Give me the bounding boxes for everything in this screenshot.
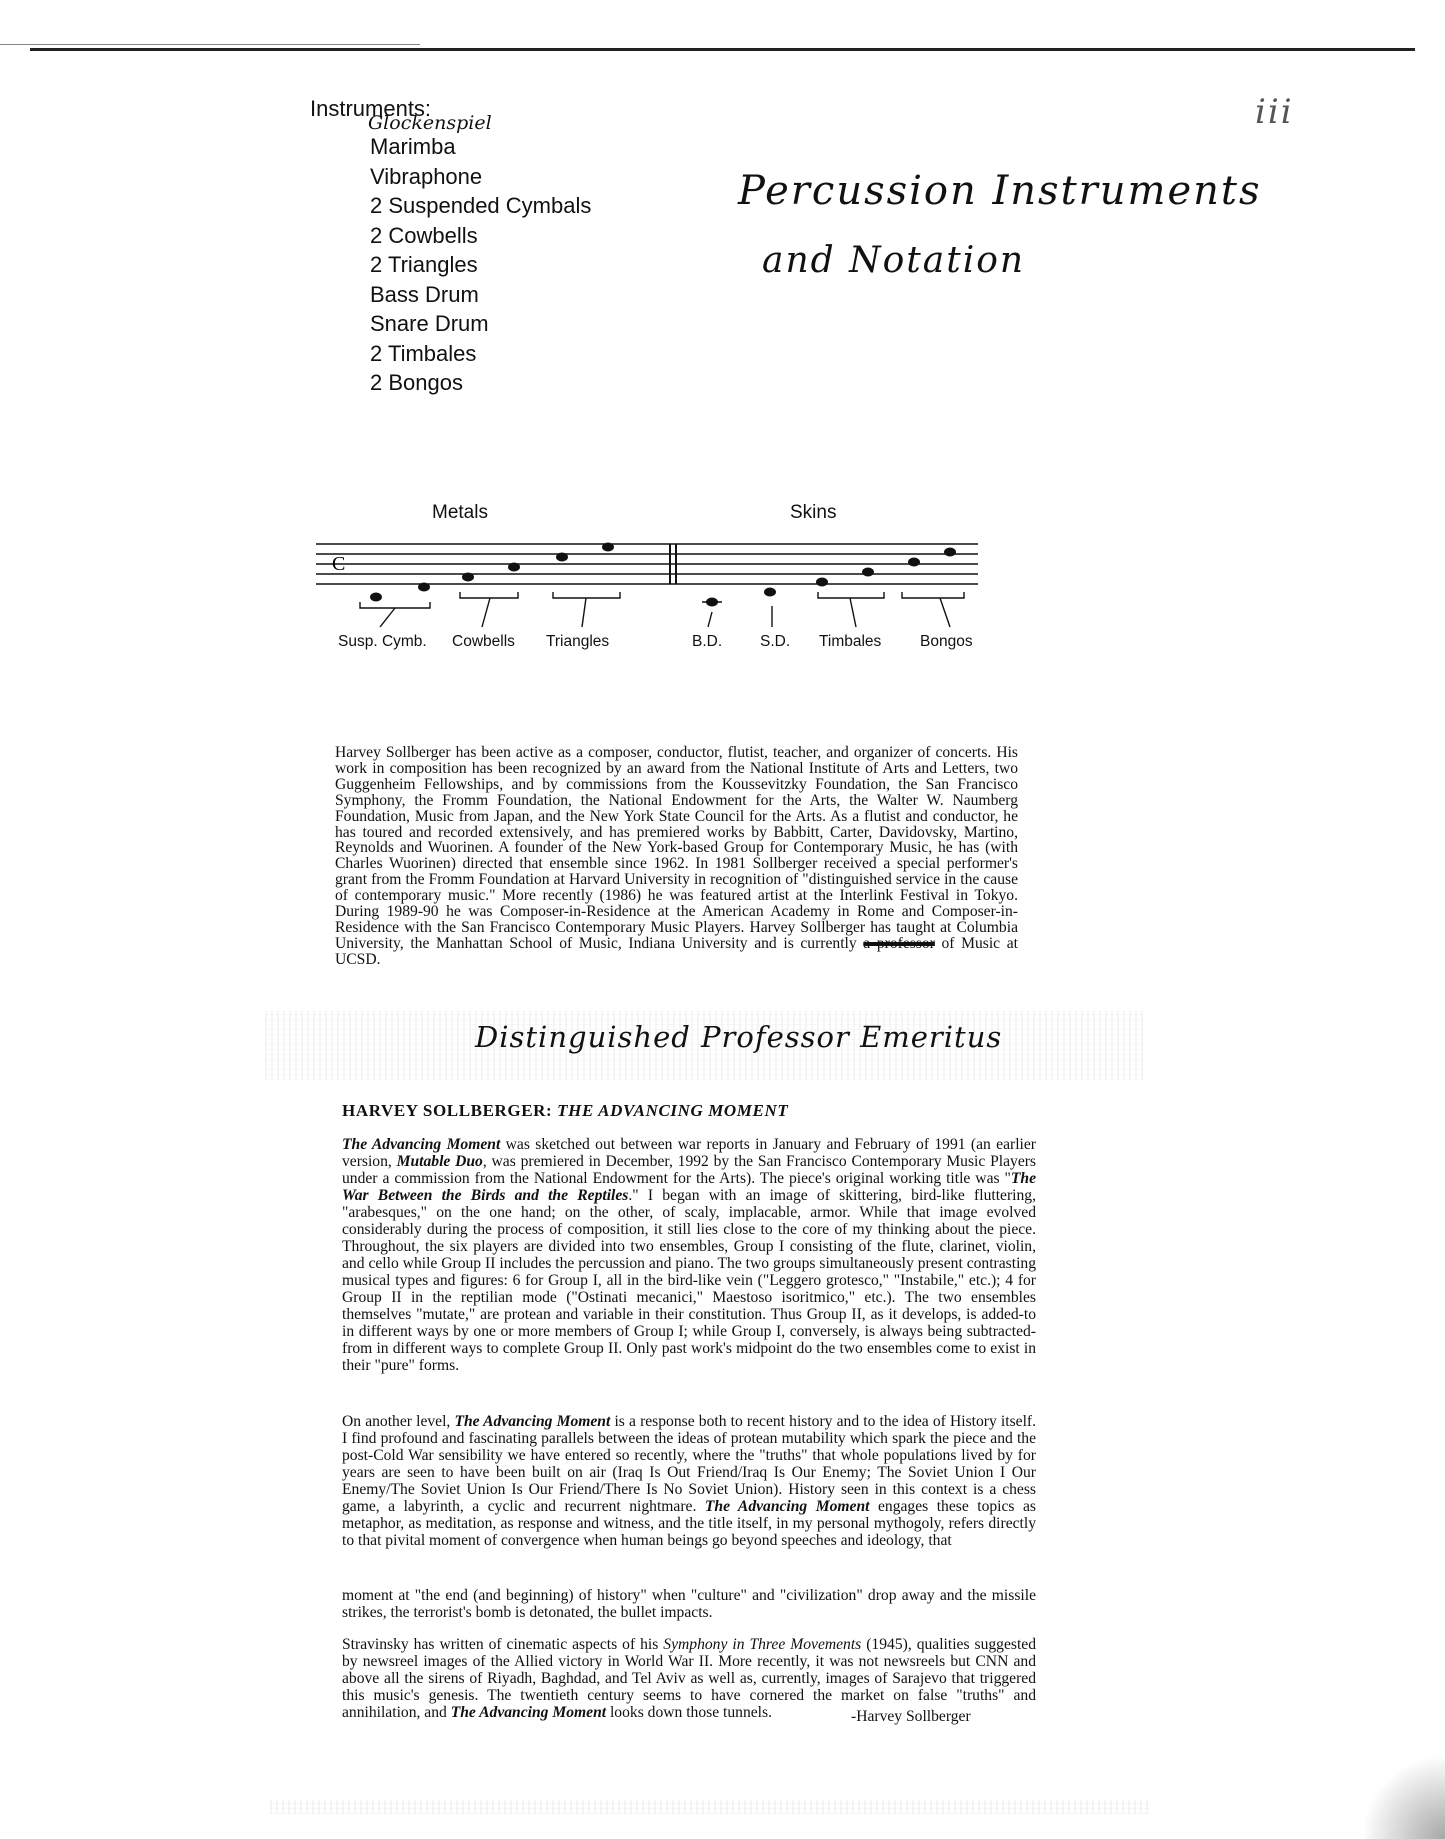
work-title: The Advancing Moment [454, 1413, 611, 1430]
instrument-item: 2 Timbales [370, 340, 477, 366]
note-head [862, 568, 874, 577]
handwritten-title-line-1: Percussion Instruments [738, 168, 1262, 214]
instrument-item: Bass Drum [370, 281, 479, 307]
note-label-cowbells: Cowbells [452, 633, 515, 650]
instrument-item: 2 Suspended Cymbals [370, 193, 592, 218]
note-label-susp-cymb: Susp. Cymb. [338, 633, 427, 650]
note-head [370, 593, 382, 602]
note-head [908, 558, 920, 567]
paragraph-text: ." I began with an image of skittering, bird-like fluttering, "arabesques," on the one hand; on the other, of scaly, implacable, armor. While that image evolved considerably during the process of composition, it still lies close to the core of my thinking about the piece. Throughout, the six players are divided into two ensembles, Group I consisting of the flute, clarinet, violin, and cello while Group II includes the percussion and piano. The two groups simultaneously present contrasting musical types and figures: 6 for Group I, all in the bird-like vein ("Leggero grotesco," "Instabile," etc.); 4 for Group II in the reptilian mode ("Ostinati mecanici," Maestoso isoritmico," etc.). The two ensembles themselves "mutate," are protean and variable in their constitution. Thus Group II, as it develops, is added-to in different ways by one or more members of Group I; while Group I, conversely, is always being subtracted-from in different ways to complete Group II. Only past work's midpoint do the two ensembles come to exist in their "pure" forms. [342, 1187, 1036, 1374]
work-title: The Advancing Moment [342, 1136, 501, 1153]
essay-paragraph-1 [342, 1136, 1036, 1374]
instrument-item: Snare Drum [370, 311, 489, 336]
instrument-item: 2 Triangles [370, 252, 478, 277]
skins-label: Skins [790, 502, 837, 523]
bio-text: Harvey Sollberger has been active as a composer, conductor, flutist, teacher, and organizer of concerts. His work in composition has been recognized by an award from the National Institute of Arts and Letters, two Guggenheim Fellowships, and by commissions from the Koussevitzky Foundation, the San Francisco Symphony, the Fromm Foundation, the National Endowment for the Arts, the Walter W. Naumberg Foundation, Music from Japan, and the New York State Council for the Arts. As a flutist and conductor, he has toured and recorded extensively, and has premiered works by Babbitt, Carter, Davidovsky, Martino, Reynolds and Wuorinen. A founder of the New York-based Group for Contemporary Music, he has (with Charles Wuorinen) directed that ensemble since 1962. In 1981 Sollberger received a special performer's grant from the Fromm Foundation at Harvard University in recognition of "distinguished service in the cause of contemporary music." More recently (1986) he was featured artist at the Interlink Festival in Tokyo. During 1989-90 he was Composer-in-Residence at the American Academy in Rome and Composer-in-Residence with the San Francisco Contemporary Music Players. Harvey Sollberger has taught at Columbia University, the Manhattan School of Music, Indiana University and is currently [335, 744, 1018, 952]
paragraph-text: (1945), qualities suggested by newsreel images of the Allied victory in World War II. More recently, it was not newsreels but CNN and above all the sirens of Riyadh, Baghdad, and Tel Aviv as well as, currently, images of Sarajevo that triggered this music's genesis. The twentieth century seems to have cornered the market on false "truths" and annihilation, and [342, 1636, 1036, 1721]
paragraph-text: , was premiered in December, 1992 by the San Francisco Contemporary Music Players under a commission from the National Endowment for the Arts). The piece's original working title was " [342, 1153, 1037, 1187]
work-title: Symphony in Three Movements [663, 1636, 862, 1653]
composer-biography [335, 745, 1018, 968]
instrument-item: Vibraphone [370, 163, 483, 189]
instrument-item: 2 Cowbells [370, 222, 478, 248]
note-label-bongos: Bongos [920, 633, 973, 650]
essay-paragraph-3: moment at "the end (and beginning) of history" when "culture" and "civilization" drop away and the missile strikes, the terrorist's bomb is detonated, the bullet impacts. [342, 1587, 1036, 1621]
note-head [462, 573, 474, 582]
work-title: Mutable Duo [396, 1153, 483, 1170]
note-head [508, 563, 520, 572]
signature: -Harvey Sollberger [851, 1708, 971, 1725]
note-head [602, 543, 614, 552]
page-number: iii [1255, 92, 1294, 132]
metals-label: Metals [432, 502, 488, 523]
handwritten-title-line-2: and Notation [762, 240, 1026, 281]
essay-heading [342, 1101, 788, 1121]
paragraph-text: Stravinsky has written of cinematic aspects of his [342, 1636, 664, 1653]
instrument-list [370, 132, 591, 398]
essay-paragraph-2 [342, 1413, 1036, 1549]
note-head [556, 553, 568, 562]
bio-text-end: of Music at UCSD. [335, 934, 1018, 968]
work-title: The War Between the Birds and the Reptiles [342, 1170, 1036, 1204]
instrument-item: Marimba [370, 134, 456, 159]
paragraph-text: On another level, [342, 1413, 455, 1430]
scan-corner-shadow [1365, 1750, 1445, 1839]
staff-lines [316, 544, 978, 584]
note-head [816, 578, 828, 587]
instrument-item: 2 Bongos [370, 370, 463, 395]
scan-top-border [30, 48, 1415, 51]
heading-composer: HARVEY SOLLBERGER: [342, 1101, 553, 1120]
paragraph-text: looks down those tunnels. [606, 1704, 772, 1721]
handwritten-correction: Distinguished Professor Emeritus [475, 1020, 1003, 1054]
time-signature: C [332, 553, 346, 575]
work-title: The Advancing Moment [704, 1498, 870, 1515]
paragraph-text: was sketched out between war reports in January and February of 1991 (an earlier version, [342, 1136, 1036, 1170]
note-label-timbales: Timbales [819, 633, 882, 650]
note-pairing-brackets [360, 592, 964, 627]
note-head [418, 583, 430, 592]
note-label-bass-drum: B.D. [692, 633, 723, 650]
instruments-label: Instruments: [310, 96, 432, 121]
heading-work-title: THE ADVANCING MOMENT [557, 1101, 789, 1120]
work-title: The Advancing Moment [450, 1704, 607, 1721]
handwritten-glockenspiel: Glockenspiel [368, 112, 492, 134]
scan-edge-line [0, 44, 420, 45]
note-label-triangles: Triangles [546, 633, 610, 650]
scan-bottom-noise [270, 1800, 1150, 1814]
note-label-snare-drum: S.D. [760, 633, 791, 650]
struck-out-text: a professor [863, 934, 935, 952]
note-head [764, 588, 776, 597]
paragraph-text: engages these topics as metaphor, as meditation, as response and witness, and the title itself, in my personal mythogoly, refers directly to that pivital moment of convergence when human beings go beyond speeches and ideology, that [342, 1498, 1036, 1549]
note-head [944, 548, 956, 557]
paragraph-text: is a response both to recent history and to the idea of History itself. I find profound and fascinating parallels between the ideas of protean mutability which spark the piece and the post-Cold War sensibility we have entered so recently, where the "truths" that whole populations lived by for years are seen to have been built on air (Iraq Is Out Friend/Iraq Is Our Enemy; The Soviet Union I Our Enemy/The Soviet Union Is Our Friend/There Is No Soviet Union). History seen in this context is a chess game, a labyrinth, a cyclic and recurrent nightmare. [342, 1413, 1036, 1515]
